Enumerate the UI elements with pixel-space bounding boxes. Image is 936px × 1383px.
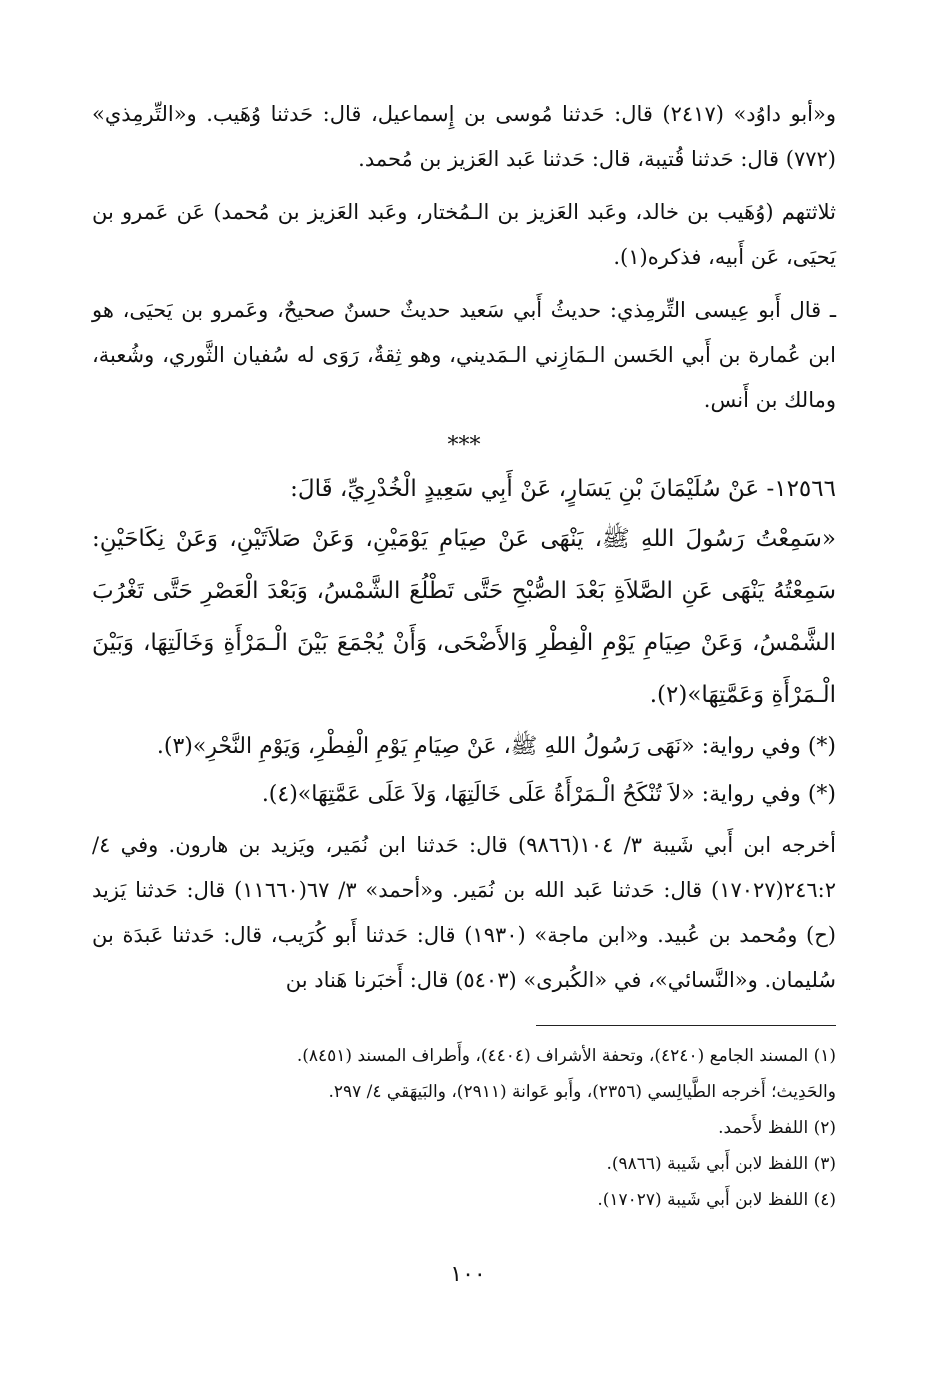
page-number: ١٠٠ [450,1262,486,1287]
takhrij-paragraph: أخرجه ابن أَبي شَيبة ٣/ ١٠٤(٩٨٦٦) قال: حَدثنا ابن نُمَير، ويَزيد بن هارون. وفي ٤/ ٢٤٦:٢(١٧٠٢٧) قال: حَدثنا عَبد الله بن نُمَير. و«أحمد» ٣/ ٦٧(١١٦٦٠) قال: حَدثنا يَزيد (ح) ومُحمد بن عُبيد. و«ابن ماجة» (١٩٣٠) قال: حَدثنا أَبو كُرَيب، قال: حَدثنا عَبدَة بن سُليمان. و«النَّسائي»، في «الكُبرى» (٥٤٠٣) قال: أَخبَرنا هَناد بن [92,833,837,992]
footnote: والحَدِيث؛ أَخرجه الطَّيالِسي (٢٣٥٦)، وأَبو عَوانة (٢٩١١)، والبَيهَقي ٤/ ٢٩٧. [328,1082,836,1102]
hadith-variant: (*) وفي رواية: «نَهَى رَسُولُ اللهِ ﷺ، عَنْ صِيَامِ يَوْمِ الْفِطْرِ، وَيَوْمِ النَّحْرِ»(٣). [156,734,836,759]
intro-paragraph: ثلاثتهم (وُهَيب بن خالد، وعَبد العَزيز بن الـمُختار، وعَبد العَزيز بن مُحمد) عَن عَمرو بن يَحيَى، عَن أَبيه، فذكره(١). [92,200,836,269]
footnotes [92,1038,836,1218]
tirmidhi-comment: ـ قال أَبو عِيسى التِّرمِذي: حديثُ أَبي سَعيد حديثٌ حسنٌ صحيحٌ، وعَمرو بن يَحيَى، هو ابن عُمارة بن أَبي الحَسن الـمَازِني الـمَديني، وهو ثِقةٌ، رَوَى له سُفيان الثَّوري، وشُعبة، ومالك بن أَنس. [92,298,836,412]
footnote: (٢) اللفظ لأَحمد. [718,1118,836,1138]
footnote-divider [536,1025,836,1026]
section-separator: *** [447,433,481,458]
footnote: (٤) اللفظ لابن أَبي شَيبة (١٧٠٢٧). [597,1190,836,1210]
footnote: (٣) اللفظ لابن أَبي شَيبة (٩٨٦٦). [606,1154,836,1174]
intro-paragraph: و«أبو داوُد» (٢٤١٧) قال: حَدثنا مُوسى بن إِسماعيل، قال: حَدثنا وُهَيب. و«التِّرمِذي» (٧٧٢) قال: حَدثنا قُتيبة، قال: حَدثنا عَبد العَزيز بن مُحمد. [92,102,836,171]
hadith-variant: (*) وفي رواية: «لاَ تُنْكَحُ الْـمَرْأَةُ عَلَى خَالَتِهَا، وَلاَ عَلَى عَمَّتِهَا»(٤). [261,782,836,807]
footnote: (١) المسند الجامع (٤٢٤٠)، وتحفة الأشراف (٤٤٠٤)، وأَطراف المسند (٨٤٥١). [296,1046,836,1066]
hadith-text: «سَمِعْتُ رَسُولَ اللهِ ﷺ، يَنْهَى عَنْ صِيَامِ يَوْمَيْنِ، وَعَنْ صَلاَتَيْنِ، وَعَنْ نِكَاحَيْنِ: سَمِعْتُهُ يَنْهَى عَنِ الصَّلاَةِ بَعْدَ الصُّبْحِ حَتَّى تَطْلُعَ الشَّمْسُ، وَبَعْدَ الْعَصْرِ حَتَّى تَغْرُبَ الشَّمْسُ، وَعَنْ صِيَامِ يَوْمِ الْفِطْرِ وَالأَضْحَى، وَأَنْ يُجْمَعَ بَيْنَ الْـمَرْأَةِ وَخَالَتِهَا، وَبَيْنَ الْـمَرْأَةِ وَعَمَّتِهَا»(٢). [92,526,836,708]
hadith-heading: ١٢٥٦٦- عَنْ سُلَيْمَانَ بْنِ يَسَارٍ، عَنْ أَبِي سَعِيدٍ الْخُدْرِيِّ، قَالَ: [290,476,836,502]
